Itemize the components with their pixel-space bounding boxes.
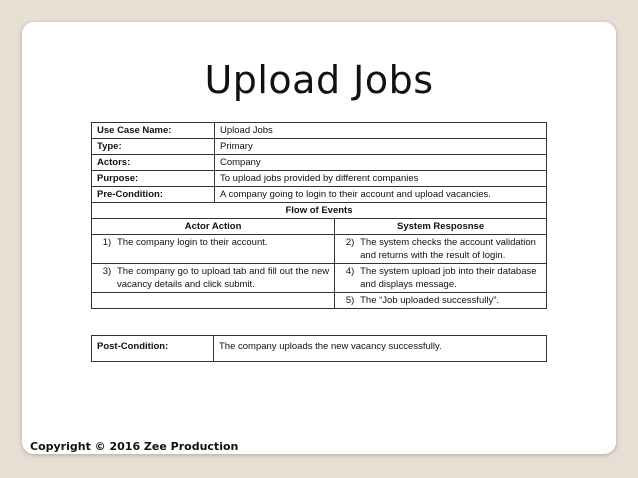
purpose-value: To upload jobs provided by different companies (215, 171, 547, 187)
flow-of-events-header: Flow of Events (92, 203, 547, 219)
table-row (92, 187, 547, 203)
system-step-text: The system upload job into their database and displays message. (360, 266, 537, 290)
type-label: Type: (92, 139, 215, 155)
step-number: 5) (345, 295, 355, 306)
actors-value: Company (215, 155, 547, 171)
system-step-text: The “Job uploaded successfully”. (360, 295, 500, 306)
table-row (92, 171, 547, 187)
table-row (92, 293, 547, 309)
actor-step-text: The company login to their account. (117, 237, 268, 248)
type-value: Primary (215, 139, 547, 155)
slide (22, 22, 616, 454)
system-step-text: The system checks the account validation and returns with the result of login. (360, 237, 536, 261)
table-row (92, 235, 547, 264)
slide-title: Upload Jobs (204, 58, 434, 102)
actor-step-cell (92, 235, 335, 264)
table-row (92, 155, 547, 171)
step-number: 1) (102, 237, 112, 248)
table-row (92, 139, 547, 155)
actor-step-cell (92, 264, 335, 293)
post-condition-value: The company uploads the new vacancy successfully. (214, 336, 547, 362)
system-step-cell (335, 264, 547, 293)
actor-action-header: Actor Action (92, 219, 335, 235)
system-step-cell (335, 235, 547, 264)
actor-step-text: The company go to upload tab and fill out the new vacancy details and click submit. (117, 266, 330, 290)
use-case-name-label: Use Case Name: (92, 123, 215, 139)
actor-step-cell-empty (92, 293, 335, 309)
step-number: 2) (345, 237, 355, 248)
post-condition-table (91, 335, 547, 362)
step-number: 4) (345, 266, 355, 277)
purpose-label: Purpose: (92, 171, 215, 187)
table-row (92, 219, 547, 235)
use-case-table (91, 122, 547, 309)
post-condition-label: Post-Condition: (92, 336, 214, 362)
use-case-name-value: Upload Jobs (215, 123, 547, 139)
pre-condition-value: A company going to login to their account and upload vacancies. (215, 187, 547, 203)
table-row (92, 203, 547, 219)
pre-condition-label: Pre-Condition: (92, 187, 215, 203)
copyright-text: Copyright © 2016 Zee Production (30, 440, 239, 453)
table-row (92, 123, 547, 139)
step-number: 3) (102, 266, 112, 277)
table-row (92, 264, 547, 293)
table-row (92, 336, 547, 362)
actors-label: Actors: (92, 155, 215, 171)
system-response-header: System Resposnse (335, 219, 547, 235)
system-step-cell (335, 293, 547, 309)
